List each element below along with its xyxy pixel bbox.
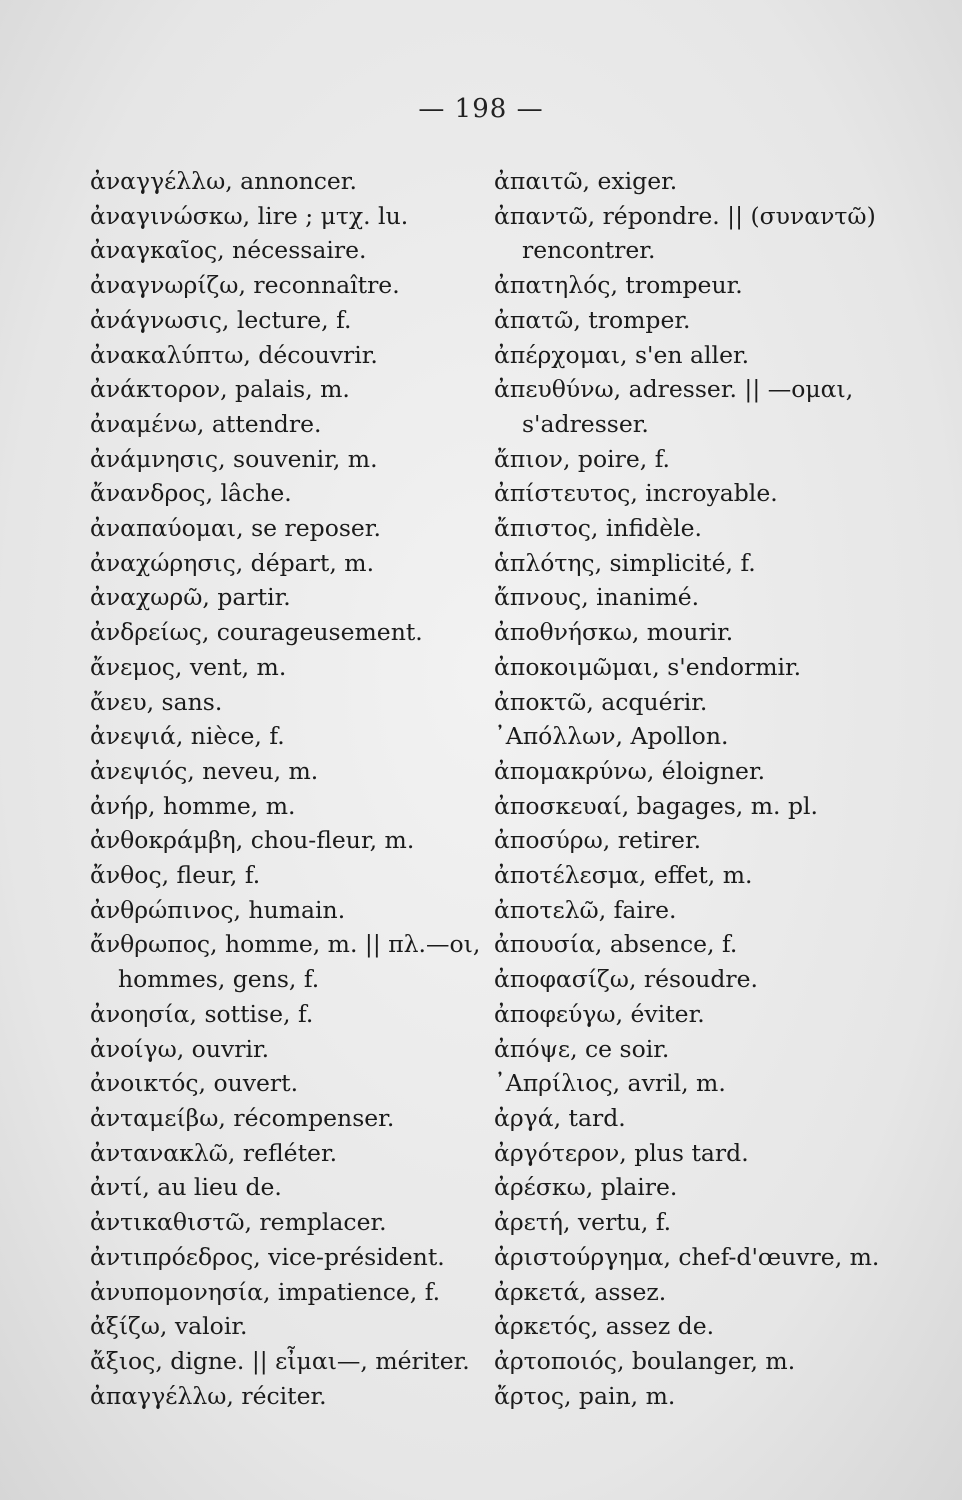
entry: ἀξίζω, valoir. <box>90 1312 248 1341</box>
entry: ἄνανδρος, lâche. <box>90 479 292 508</box>
entry: ἀνεψιός, neveu, m. <box>90 756 319 785</box>
entry-continuation: rencontrer. <box>522 236 656 265</box>
entry: ἀποθνήσκω, mourir. <box>494 618 734 647</box>
entry: ἀπίστευτος, incroyable. <box>494 479 778 508</box>
entry: ἀνοίγω, ouvrir. <box>90 1034 270 1063</box>
entry: ἀνταμείβω, récompenser. <box>90 1103 395 1132</box>
entry: ἀντί, au lieu de. <box>90 1173 282 1202</box>
entry: ἀνθοκράμβη, chou-fleur, m. <box>90 826 415 855</box>
entry: ἀρτοποιός, boulanger, m. <box>494 1346 796 1375</box>
entry: ἄπνους, inanimé. <box>494 583 700 612</box>
entry: ἀνοικτός, ouvert. <box>90 1069 299 1098</box>
entry: ἀπατῶ, tromper. <box>494 305 691 334</box>
entry: ἀνήρ, homme, m. <box>90 791 296 820</box>
entry: ἀνάκτορον, palais, m. <box>90 375 350 404</box>
entry: ἀναγινώσκω, lire ; μτχ. lu. <box>90 201 409 230</box>
entry: ᾿Απρίλιος, avril, m. <box>494 1069 726 1098</box>
entry: ἀνδρείως, courageusement. <box>90 618 423 647</box>
entry: ἀρκετά, assez. <box>494 1277 667 1306</box>
entry: ἀπέρχομαι, s'en aller. <box>494 340 750 369</box>
entry: ἀπατηλός, trompeur. <box>494 271 743 300</box>
entry: ἀναγνωρίζω, reconnaître. <box>90 271 400 300</box>
page-number: — 198 — <box>418 94 544 124</box>
entry: ἄπιον, poire, f. <box>494 444 671 473</box>
entry: ἀνυπομονησία, impatience, f. <box>90 1277 441 1306</box>
entry: ἀπαιτῶ, exiger. <box>494 167 678 195</box>
entry: ἀνοησία, sottise, f. <box>90 999 314 1028</box>
entry: ἀντιπρόεδρος, vice-président. <box>90 1242 445 1271</box>
entry: ἄνθρωπος, homme, m. || πλ.—οι, <box>90 930 481 959</box>
entry: ἀπαγγέλλω, réciter. <box>90 1381 327 1410</box>
entry: ἀνάγνωσις, lecture, f. <box>90 305 352 334</box>
entry: ἀργότερον, plus tard. <box>494 1138 749 1167</box>
entry: ἀνάμνησις, souvenir, m. <box>90 444 378 473</box>
entry: ἀποσκευαί, bagages, m. pl. <box>494 791 818 820</box>
entry: ἀποφασίζω, résoudre. <box>494 965 759 994</box>
entry: ἀναγγέλλω, annoncer. <box>90 167 357 195</box>
entry: ἄξιος, digne. || εἶμαι—, mériter. <box>90 1346 470 1375</box>
entry: ἀναχωρῶ, partir. <box>90 583 291 612</box>
entry: ἄρτος, pain, m. <box>494 1381 676 1410</box>
entry: ἀνθρώπινος, humain. <box>90 895 346 924</box>
entry: ἀπευθύνω, adresser. || —ομαι, <box>494 375 854 404</box>
entry: ἀπαντῶ, répondre. || (συναντῶ) <box>494 201 876 230</box>
entry: ἀναγκαῖος, nécessaire. <box>90 236 367 265</box>
entry: ἀριστούργημα, chef-d'œuvre, m. <box>494 1242 880 1271</box>
entry: ἀποκτῶ, acquérir. <box>494 687 708 716</box>
entry: ἄνεμος, vent, m. <box>90 652 287 681</box>
entry: ἁπλότης, simplicité, f. <box>494 548 756 577</box>
entry: ἀποτέλεσμα, effet, m. <box>494 861 753 890</box>
entry: ἀνεψιά, nièce, f. <box>90 722 285 751</box>
entry: ἀπουσία, absence, f. <box>494 930 738 959</box>
entry-continuation: hommes, gens, f. <box>118 965 320 994</box>
entry: ἄνευ, sans. <box>90 687 223 716</box>
entry: ἀποσύρω, retirer. <box>494 826 702 855</box>
entry: ἄπιστος, infidèle. <box>494 514 702 543</box>
entry: ἀποτελῶ, faire. <box>494 895 677 924</box>
entry: ἀντικαθιστῶ, remplacer. <box>90 1208 387 1237</box>
entry: ἀποφεύγω, éviter. <box>494 999 705 1028</box>
entry: ἀναμένω, attendre. <box>90 409 322 438</box>
entry: ἀναπαύομαι, se reposer. <box>90 514 381 543</box>
entry: ἀρκετός, assez de. <box>494 1312 715 1341</box>
left-column <box>90 164 480 1413</box>
right-column <box>494 164 914 1413</box>
entry: ἀποκοιμῶμαι, s'endormir. <box>494 652 802 681</box>
entry: ἀπόψε, ce soir. <box>494 1034 670 1063</box>
entry: ᾿Απόλλων, Apollon. <box>494 722 729 751</box>
entry: ἄνθος, fleur, f. <box>90 861 261 890</box>
entry: ἀργά, tard. <box>494 1103 626 1132</box>
entry-continuation: s'adresser. <box>522 409 649 438</box>
entry: ἀνακαλύπτω, découvrir. <box>90 340 378 369</box>
entry: ἀπομακρύνω, éloigner. <box>494 756 766 785</box>
entry: ἀρετή, vertu, f. <box>494 1208 672 1237</box>
entry: ἀρέσκω, plaire. <box>494 1173 678 1202</box>
entry: ἀναχώρησις, départ, m. <box>90 548 375 577</box>
entry: ἀντανακλῶ, refléter. <box>90 1138 338 1167</box>
